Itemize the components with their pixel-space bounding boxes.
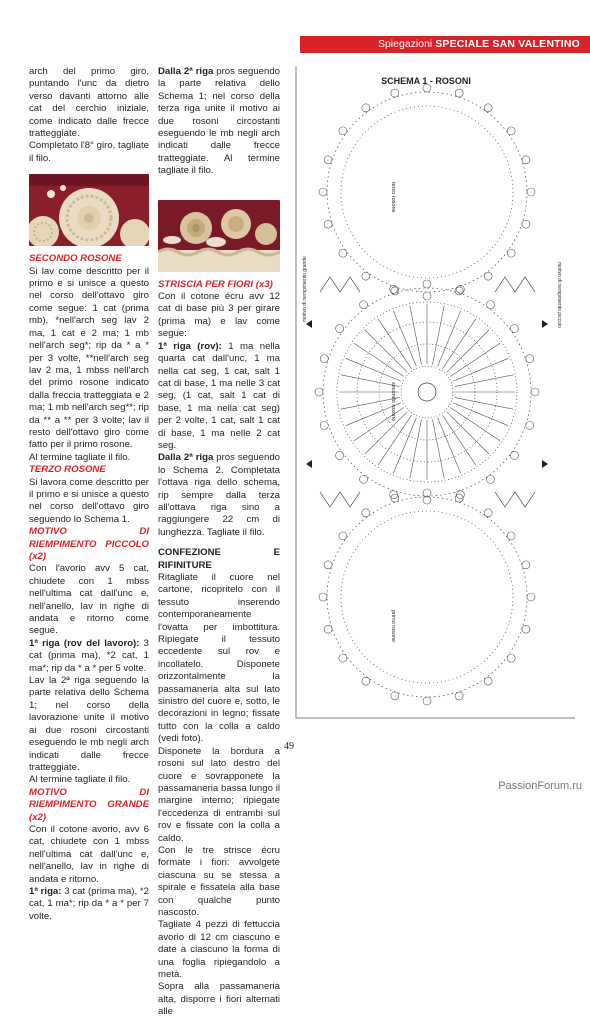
paragraph: Al termine tagliate il filo. (29, 451, 131, 463)
label-secondo-rosone: secondo rosone (390, 382, 396, 422)
paragraph (158, 341, 280, 453)
heading-striscia-fiori: STRISCIA PER FIORI (x3) (158, 278, 273, 290)
paragraph: Disponete la bordura a rosoni sul lato destro del cuore e sovrapponete la passamaneria bassa lungo il margine interno; ripiegate l'eccedenza di entrambi sul rov e fissate con la colla a caldo. (158, 745, 280, 844)
scallop-loop (423, 292, 431, 300)
scallop-loop (319, 188, 327, 196)
stitch-mark (450, 343, 500, 376)
row-text: Tagliate il filo. (206, 526, 265, 538)
paragraph: Completato l'8° giro, tagliate il filo. (29, 140, 149, 164)
paragraph (158, 452, 280, 539)
text-column-middle (158, 66, 280, 1019)
scallop-loop (484, 677, 492, 685)
row-text: pros seguendo lo Schema 2. Completata l'ottava riga dello schema, rip sempre dalla terza all'ottava riga sino a raggiungere 22 cm di lunghezza. (158, 452, 280, 538)
label-motivo-piccolo: motivo di riempimento piccolo (556, 262, 562, 328)
scallop-loop (507, 249, 515, 257)
scallop-loop (510, 325, 518, 333)
scallop-loop (339, 249, 347, 257)
paragraph: arch del primo giro, puntando l'unc da dietro verso davanti attorno alle cat del cerchio iniziale, come indicato dalle frecce tratteggiate. (29, 66, 149, 140)
paragraph: Con l'avorio avv 5 cat, chiudete con 1 mbss nell'ultima cat dall'unc e, nell'anello, lav in righe di andata e ritorno come segue. (29, 563, 149, 637)
stitch-mark (453, 358, 508, 381)
scallop-loop (362, 104, 370, 112)
scallop-loop (324, 561, 332, 569)
scallop-loop (507, 654, 515, 662)
scallop-loop (526, 421, 534, 429)
scallop-loop (484, 509, 492, 517)
paragraph (29, 886, 149, 923)
heading-confezione: CONFEZIONE E RIFINITURE (158, 547, 280, 571)
paragraph: Con il cotone écru avv 12 cat di base più 3 per girare (prima ma) e lav come segue: (158, 291, 280, 340)
chart-frame (296, 66, 575, 718)
stitch-mark (432, 306, 444, 365)
stitch-mark (443, 319, 476, 369)
paragraph: Con le tre strisce écru formate i fiori: avvolgete ciascuna su se stessa a spirale e fissatela alla base con qualche punto nascosto. (158, 844, 280, 918)
stitch-mark (438, 418, 461, 473)
scallop-loop (336, 451, 344, 459)
stitch-mark (432, 419, 444, 478)
paragraph (158, 66, 280, 178)
paragraph: Lav la 2ª riga seguendo la parte relativa dello Schema 1; nel corso della lavorazione unite il motivo ai due rosoni circostanti eseguendo le mb negli arch indicati dalle frecce tratteggiate. (29, 675, 149, 773)
text-column-left (29, 66, 149, 923)
row-label: Dalla 2ª riga (158, 452, 214, 464)
scallop-loop (360, 475, 368, 483)
stitch-mark (438, 311, 461, 366)
stitch-mark (346, 358, 401, 381)
scallop-loop (484, 104, 492, 112)
stitch-mark (354, 343, 404, 376)
heading-motivo-grande: MOTIVO DI RIEMPIMENTO GRANDE (x2) (29, 786, 149, 823)
stitch-mark (443, 415, 476, 465)
stitch-mark (454, 397, 513, 409)
scallop-loop (336, 325, 344, 333)
scallop-loop (362, 272, 370, 280)
stitch-mark (365, 412, 407, 454)
stitch-mark (450, 408, 500, 441)
scallop-loop (390, 285, 398, 293)
scallop-loop (507, 532, 515, 540)
scallop-loop (486, 301, 494, 309)
scallop-loop (320, 355, 328, 363)
scallop-loop (320, 421, 328, 429)
scallop-loop (510, 451, 518, 459)
stitch-mark (365, 330, 407, 372)
row-label: Dalla 2ª riga (158, 66, 214, 77)
scallop-loop (455, 89, 463, 97)
scallop-loop (522, 220, 530, 228)
scallop-loop (531, 388, 539, 396)
heading-motivo-piccolo: MOTIVO DI RIEMPIMENTO PICCOLO (x2) (29, 526, 149, 562)
stitch-mark (410, 419, 422, 478)
stitch-mark (453, 403, 508, 426)
scallop-loop (507, 127, 515, 135)
row-text: 3 cat (prima ma), *2 cat, 1 ma*; rip da * a * per 5 volte. (29, 637, 149, 674)
scallop-loop (522, 625, 530, 633)
paragraph: Con il cotone avorio, avv 6 cat, chiudete con 1 mbss nell'ultima cat dall'unc e, nell'anello, lav in righe di andata e ritorno. (29, 823, 149, 885)
page-number: 49 (284, 741, 294, 752)
stitch-mark (378, 415, 411, 465)
scallop-loop (362, 677, 370, 685)
paragraph: Al termine tagliate il filo. (29, 774, 131, 786)
scallop-loop (522, 156, 530, 164)
paragraph: Tagliate 4 pezzi di fettuccia avorio di 12 cm ciascuno e date a ciascuno la forma di una foglia ripiegandolo a metà. (158, 919, 280, 980)
row-label: 1ª riga (rov): (158, 340, 222, 352)
paragraph (29, 638, 149, 675)
chart-title: SCHEMA 1 - ROSONI (381, 76, 471, 86)
scallop-loop (339, 654, 347, 662)
stitch-mark (378, 319, 411, 369)
scallop-loop (522, 561, 530, 569)
scallop-loop (391, 89, 399, 97)
stitch-mark (393, 311, 416, 366)
label-motivo-grande: motivo di riempimento grande (302, 256, 308, 322)
crochet-chart-schema-1 (290, 62, 575, 722)
stitch-mark (410, 306, 422, 365)
row-label: 1ª riga (rov del lavoro): (29, 637, 140, 649)
label-terzo-rosone: terzo rosone (390, 182, 396, 213)
crochet-chart-graphic (290, 62, 575, 722)
paragraph: Si lav come descritto per il primo e si unisce a questo nel corso dell'ottavo giro come segue: 1 cat (prima mb), *nell'arch seg lav 2 ma, 1 cat e 2 ma; 1 mb nell'arch seg*; rip da * a * per 3 volte, **nell'arch seg lav 2 ma, 1 mbss nell'arch del primo rosone indicato dalla freccia tratteggiata e 2 ma; 1 mb nell'arch seg**; rip da ** a ** per 3 volte; lav il resto dell'ottavo giro come fatto per il primo rosone. (29, 265, 149, 451)
scallop-loop (484, 272, 492, 280)
scallop-loop (324, 156, 332, 164)
paragraph: Sopra alla passamaneria alta, disporre i fiori alternati alle (158, 981, 280, 1018)
scallop-loop (527, 593, 535, 601)
row-text: pros seguendo la parte relativa dello Schema 1; nel corso della terza riga unite il motivo ai due rosoni circostanti eseguendo le mb negli arch indicati dalle frecce tratteggiate. (158, 66, 280, 164)
scallop-loop (362, 509, 370, 517)
scallop-loop (527, 188, 535, 196)
section-header-bar (300, 36, 590, 53)
scallop-loop (339, 127, 347, 135)
scallop-loop (486, 475, 494, 483)
photo-rosette-detail (29, 174, 149, 246)
scallop-loop (319, 593, 327, 601)
scallop-loop (339, 532, 347, 540)
stitch-mark (447, 330, 489, 372)
paragraph: Ritagliate il cuore nel cartone, ricopritelo con il tessuto inserendo contemporaneamente l'ovatta per imbottitura. Ripiegate il tessuto eccedente sul rov e incollatelo. Disponete orizzontalmente la passamaneria alta sul lato sinistro del cuore e, sotto, le decorazioni in legno; fissate tutto con la colla a caldo (vedi foto). (158, 572, 280, 745)
row-text: Al termine tagliate il filo. (158, 152, 280, 177)
section-label: Spiegazioni (377, 38, 433, 50)
watermark: PassionForum.ru (498, 780, 582, 792)
photo-flowers-detail (158, 200, 280, 272)
stitch-mark (393, 418, 416, 473)
section-title: SPECIALE SAN VALENTINO (435, 38, 580, 50)
row-text: 1 ma nella quarta cat dall'unc, 1 ma nella cat seg, 1 cat, salt 1 cat di base, 1 ma nelle 3 cat seg, (1 cat, salt 1 cat di base, 1 ma nella cat seg) per 2 volte, 1 cat, salt 1 cat di base, 1 ma nelle 2 cat seg. (158, 340, 281, 451)
scallop-loop (315, 388, 323, 396)
stitch-mark (447, 412, 489, 454)
scallop-loop (324, 220, 332, 228)
heading-secondo-rosone: SECONDO ROSONE (29, 253, 122, 265)
row-text: 3 cat (prima ma), *2 cat, 1 ma*; rip da * a * per 7 volte. (29, 885, 149, 922)
heading-terzo-rosone: TERZO ROSONE (29, 464, 106, 476)
scallop-loop (360, 301, 368, 309)
label-primo-rosone: primo rosone (390, 610, 396, 643)
scallop-loop (423, 280, 431, 288)
scallop-loop (391, 692, 399, 700)
row-label: 1ª riga: (29, 885, 62, 897)
scallop-loop (423, 697, 431, 705)
scallop-loop (455, 692, 463, 700)
stitch-mark (454, 375, 513, 387)
paragraph: Si lavora come descritto per il primo e si unisce a questo nel corso dell'ottavo giro seguendo lo Schema 1. (29, 476, 149, 525)
scallop-loop (526, 355, 534, 363)
scallop-loop (324, 625, 332, 633)
